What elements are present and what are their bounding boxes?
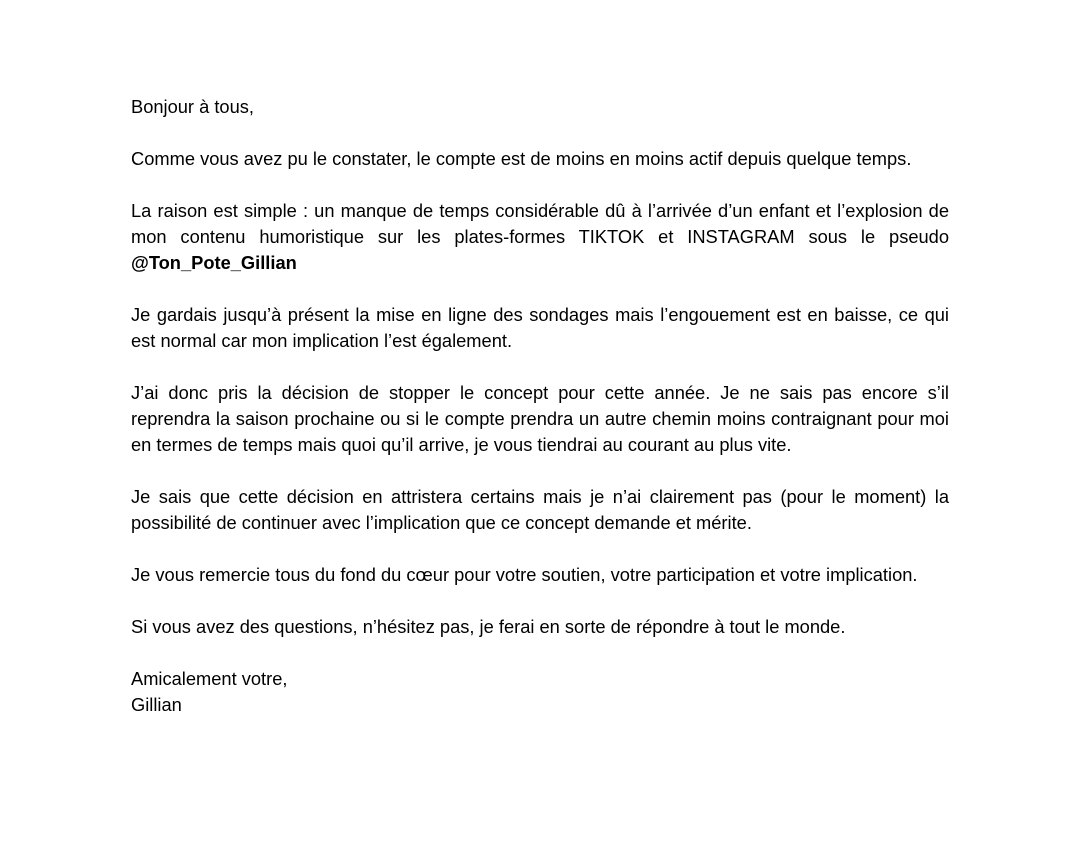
signature: Gillian: [131, 694, 182, 715]
paragraph-decision: J’ai donc pris la décision de stopper le concept pour cette année. Je ne sais pas encore s’il reprendra la saison prochaine ou si le compte prendra un autre chemin moins contraignant pour moi en termes de temps mais quoi qu’il arrive, je vous tiendrai au courant au plus vite.: [131, 382, 949, 455]
signoff: [131, 666, 949, 718]
letter-body: [131, 94, 949, 718]
greeting: Bonjour à tous,: [131, 96, 254, 117]
closing: Amicalement votre,: [131, 668, 288, 689]
paragraph-account-activity: Comme vous avez pu le constater, le compte est de moins en moins actif depuis quelque temps.: [131, 148, 912, 169]
paragraph-apology: Je sais que cette décision en attristera certains mais je n’ai clairement pas (pour le moment) la possibilité de continuer avec l’implication que ce concept demande et mérite.: [131, 486, 949, 533]
paragraph-thanks: Je vous remercie tous du fond du cœur pour votre soutien, votre participation et votre implication.: [131, 564, 918, 585]
paragraph-questions: Si vous avez des questions, n’hésitez pas, je ferai en sorte de répondre à tout le monde.: [131, 616, 846, 637]
social-handle: @Ton_Pote_Gillian: [131, 252, 297, 273]
paragraph-polls: Je gardais jusqu’à présent la mise en ligne des sondages mais l’engouement est en baisse, ce qui est normal car mon implication l’est également.: [131, 304, 949, 351]
paragraph-reason: [131, 198, 949, 276]
paragraph-reason-text: La raison est simple : un manque de temps considérable dû à l’arrivée d’un enfant et l’explosion de mon contenu humoristique sur les plates-formes TIKTOK et INSTAGRAM sous le pseudo: [131, 200, 949, 247]
